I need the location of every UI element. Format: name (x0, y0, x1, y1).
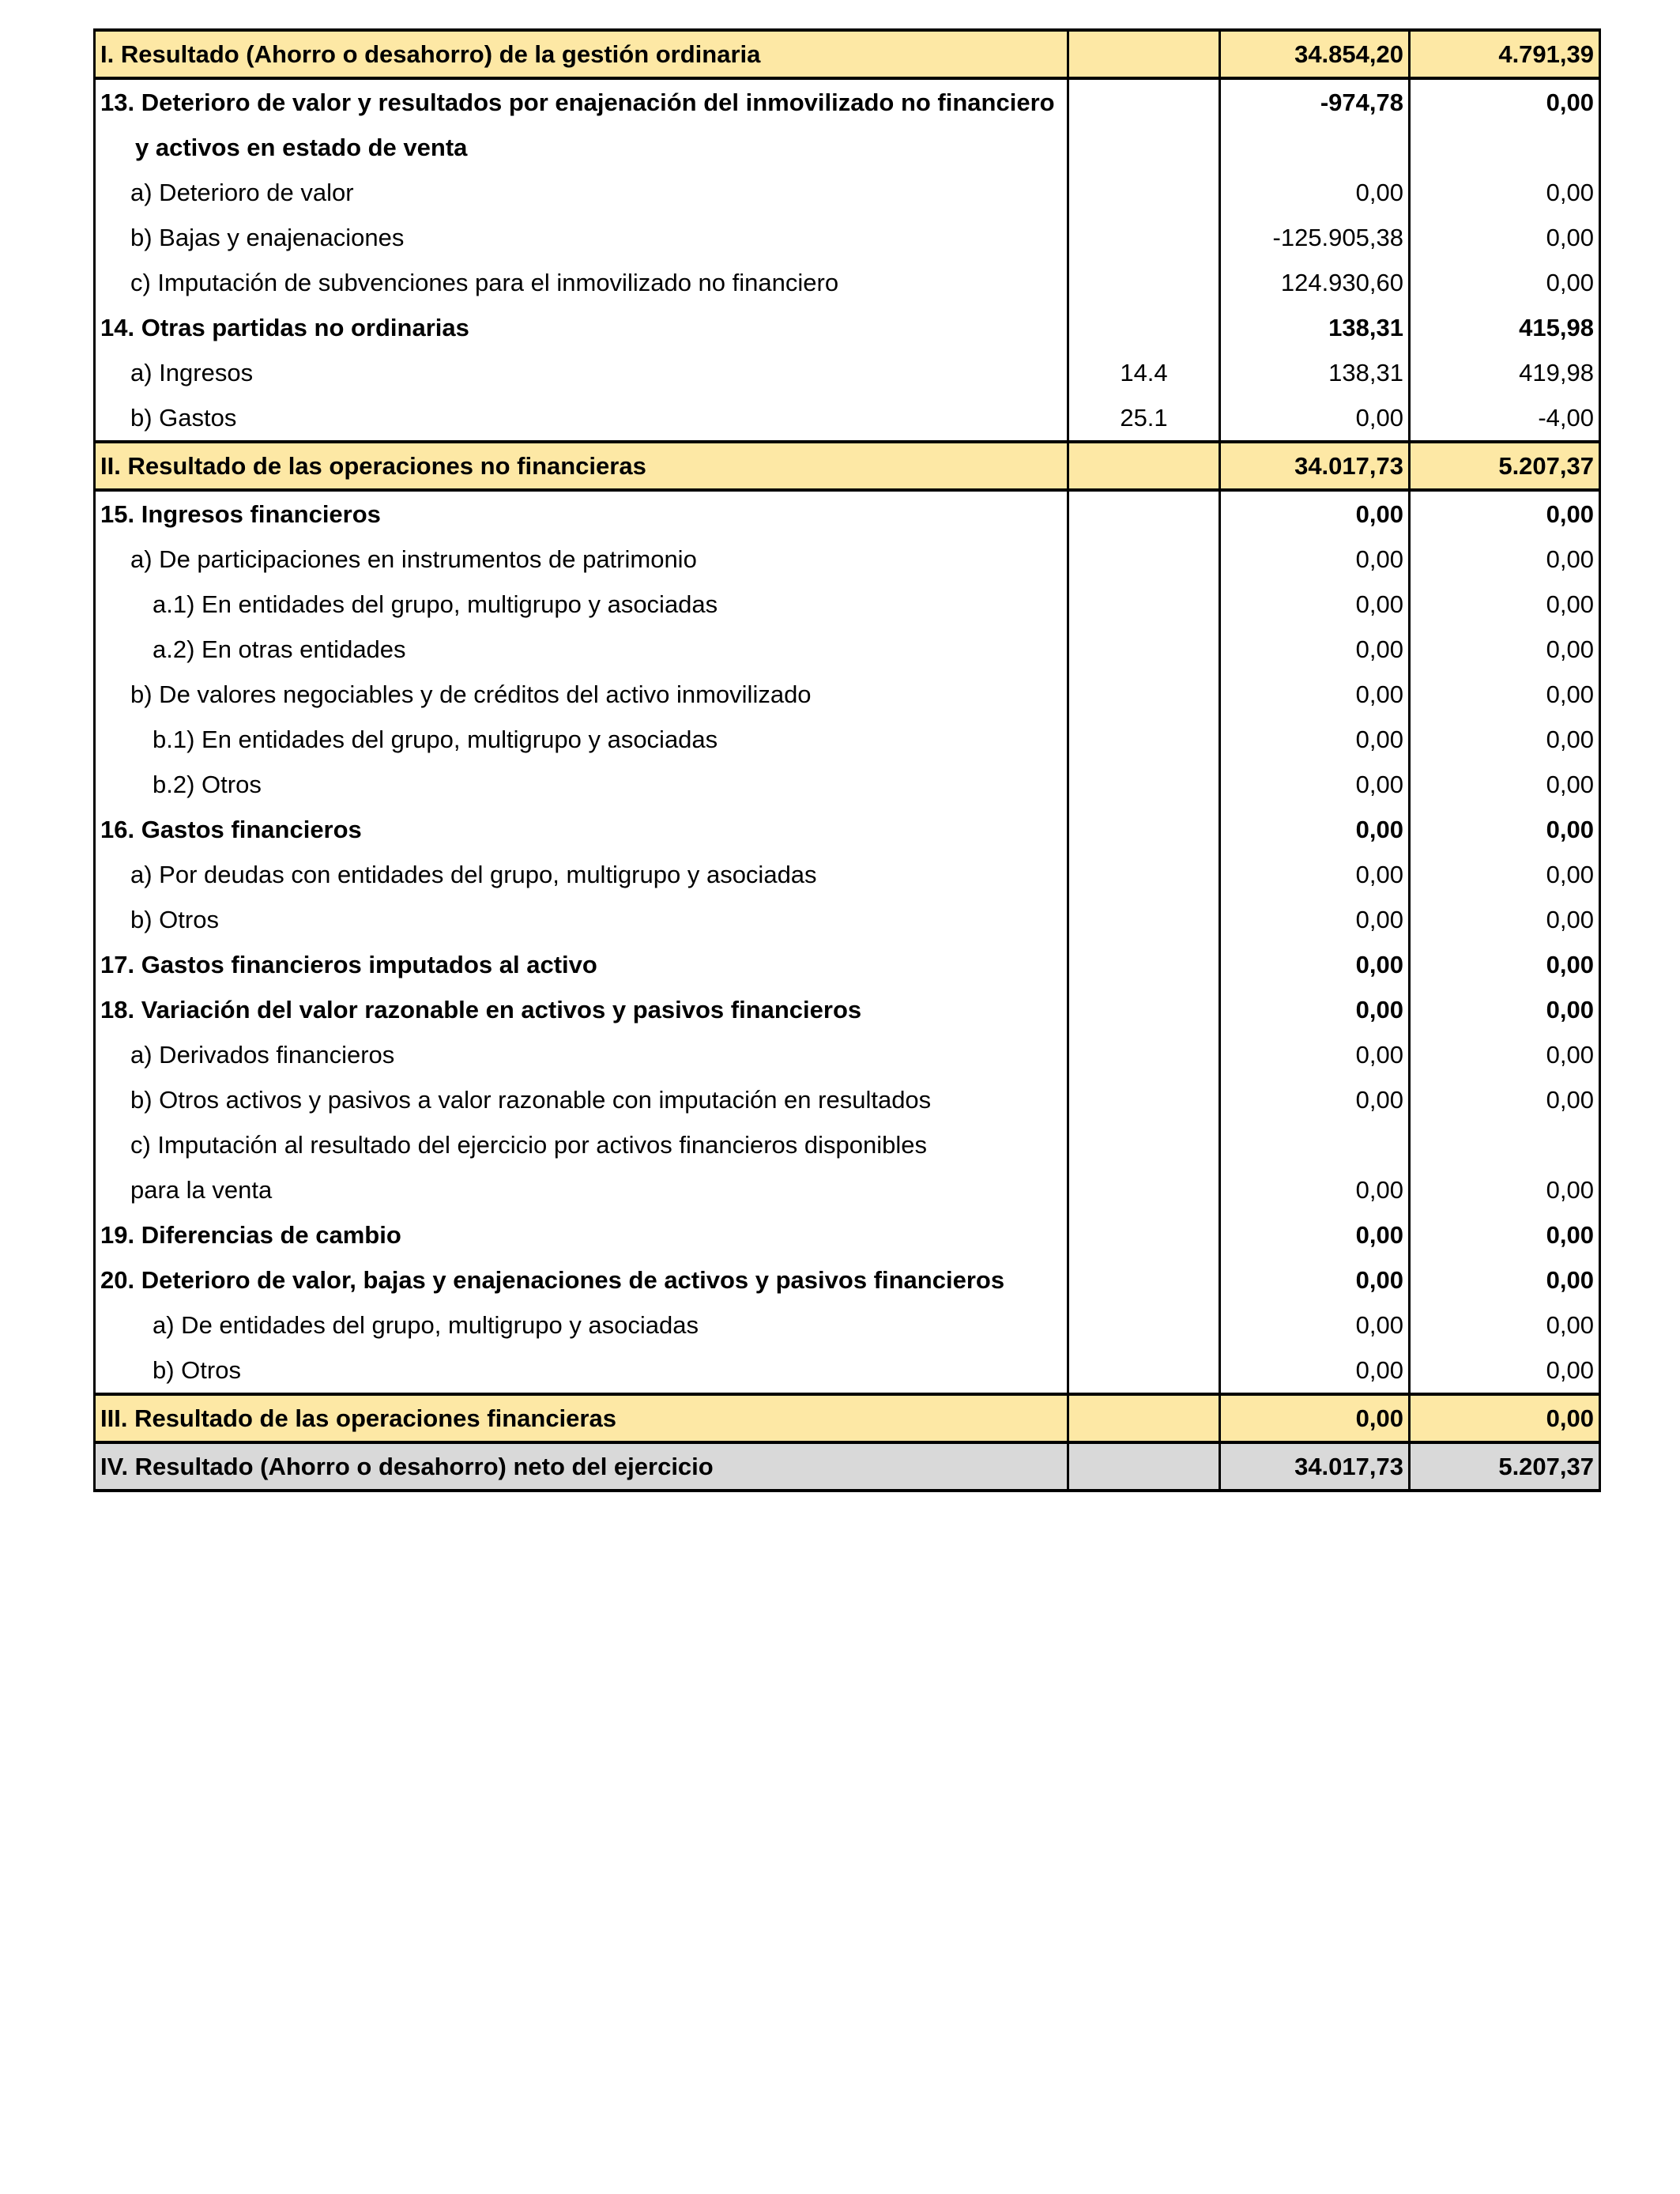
row-note (1068, 30, 1220, 78)
row-note (1068, 490, 1220, 537)
row-value-previous: 0,00 (1410, 170, 1600, 215)
row-value-current: 0,00 (1220, 942, 1410, 987)
row-value-previous: 0,00 (1410, 1302, 1600, 1348)
table-row (95, 1348, 1600, 1394)
table-row (95, 1122, 1600, 1167)
table-row (95, 305, 1600, 350)
row-note (1068, 537, 1220, 582)
row-value-previous: 0,00 (1410, 1257, 1600, 1302)
row-value-previous: 0,00 (1410, 897, 1600, 942)
row-value-current: 34.017,73 (1220, 1442, 1410, 1491)
table-row (95, 1257, 1600, 1302)
row-value-current: 0,00 (1220, 807, 1410, 852)
row-note (1068, 125, 1220, 170)
row-label: 15. Ingresos financieros (95, 490, 1068, 537)
row-label: 19. Diferencias de cambio (95, 1212, 1068, 1257)
table-row (95, 762, 1600, 807)
row-note (1068, 897, 1220, 942)
row-label: b) Otros (95, 897, 1068, 942)
row-value-previous: 0,00 (1410, 942, 1600, 987)
table-row (95, 1032, 1600, 1077)
row-label: 20. Deterioro de valor, bajas y enajenaciones de activos y pasivos financieros (95, 1257, 1068, 1302)
row-value-current: 0,00 (1220, 170, 1410, 215)
row-label: b) De valores negociables y de créditos del activo inmovilizado (95, 672, 1068, 717)
row-note (1068, 78, 1220, 125)
table-row (95, 852, 1600, 897)
row-note (1068, 1032, 1220, 1077)
row-label: c) Imputación de subvenciones para el inmovilizado no financiero (95, 260, 1068, 305)
table-row (95, 30, 1600, 78)
row-note (1068, 627, 1220, 672)
row-label: 17. Gastos financieros imputados al activo (95, 942, 1068, 987)
row-value-previous (1410, 125, 1600, 170)
row-value-current: 0,00 (1220, 762, 1410, 807)
row-label: para la venta (95, 1167, 1068, 1212)
row-note: 25.1 (1068, 395, 1220, 442)
row-value-current: -125.905,38 (1220, 215, 1410, 260)
statement-body (95, 30, 1600, 1491)
row-value-current: 0,00 (1220, 1212, 1410, 1257)
row-label: b) Otros activos y pasivos a valor razonable con imputación en resultados (95, 1077, 1068, 1122)
row-value-current: 138,31 (1220, 305, 1410, 350)
row-value-current: 124.930,60 (1220, 260, 1410, 305)
row-label: 16. Gastos financieros (95, 807, 1068, 852)
row-value-previous: -4,00 (1410, 395, 1600, 442)
row-label: IV. Resultado (Ahorro o desahorro) neto del ejercicio (95, 1442, 1068, 1491)
row-label: 18. Variación del valor razonable en activos y pasivos financieros (95, 987, 1068, 1032)
row-value-previous: 4.791,39 (1410, 30, 1600, 78)
row-value-current: 0,00 (1220, 1032, 1410, 1077)
row-value-current (1220, 1122, 1410, 1167)
row-note (1068, 170, 1220, 215)
row-value-previous: 0,00 (1410, 78, 1600, 125)
row-value-current (1220, 125, 1410, 170)
row-value-previous: 0,00 (1410, 582, 1600, 627)
table-row (95, 897, 1600, 942)
row-value-current: 0,00 (1220, 627, 1410, 672)
row-note (1068, 1394, 1220, 1442)
row-value-previous: 0,00 (1410, 717, 1600, 762)
table-row (95, 537, 1600, 582)
row-value-previous: 0,00 (1410, 762, 1600, 807)
row-value-previous: 0,00 (1410, 1348, 1600, 1394)
row-note (1068, 987, 1220, 1032)
income-statement-table (93, 28, 1601, 1492)
row-value-previous: 0,00 (1410, 987, 1600, 1032)
row-note (1068, 442, 1220, 490)
row-note (1068, 1122, 1220, 1167)
row-value-previous: 0,00 (1410, 490, 1600, 537)
table-row (95, 1442, 1600, 1491)
row-note (1068, 942, 1220, 987)
table-row (95, 125, 1600, 170)
row-label: a) Por deudas con entidades del grupo, multigrupo y asociadas (95, 852, 1068, 897)
row-note (1068, 1348, 1220, 1394)
row-note (1068, 1257, 1220, 1302)
row-value-current: 0,00 (1220, 395, 1410, 442)
row-label: b) Bajas y enajenaciones (95, 215, 1068, 260)
row-value-current: 138,31 (1220, 350, 1410, 395)
row-value-current: 0,00 (1220, 1302, 1410, 1348)
row-value-current: 0,00 (1220, 1394, 1410, 1442)
row-value-current: 0,00 (1220, 672, 1410, 717)
row-label: a) Deterioro de valor (95, 170, 1068, 215)
row-label: II. Resultado de las operaciones no financieras (95, 442, 1068, 490)
table-row (95, 1394, 1600, 1442)
row-value-previous: 0,00 (1410, 215, 1600, 260)
row-value-current: 0,00 (1220, 1348, 1410, 1394)
row-value-current: -974,78 (1220, 78, 1410, 125)
table-row (95, 490, 1600, 537)
table-row (95, 215, 1600, 260)
row-value-previous: 0,00 (1410, 1032, 1600, 1077)
row-label: b.1) En entidades del grupo, multigrupo y asociadas (95, 717, 1068, 762)
row-value-current: 0,00 (1220, 1257, 1410, 1302)
table-row (95, 170, 1600, 215)
table-row (95, 442, 1600, 490)
table-row (95, 260, 1600, 305)
row-value-previous: 0,00 (1410, 807, 1600, 852)
row-value-current: 0,00 (1220, 987, 1410, 1032)
row-value-current: 0,00 (1220, 852, 1410, 897)
row-label: b) Otros (95, 1348, 1068, 1394)
row-value-current: 0,00 (1220, 1167, 1410, 1212)
row-label: III. Resultado de las operaciones financieras (95, 1394, 1068, 1442)
row-note (1068, 1302, 1220, 1348)
table-row (95, 627, 1600, 672)
table-row (95, 942, 1600, 987)
row-value-current: 34.854,20 (1220, 30, 1410, 78)
row-value-previous: 0,00 (1410, 1077, 1600, 1122)
row-value-current: 0,00 (1220, 537, 1410, 582)
row-label: a) Derivados financieros (95, 1032, 1068, 1077)
table-row (95, 1302, 1600, 1348)
table-row (95, 582, 1600, 627)
row-value-current: 0,00 (1220, 897, 1410, 942)
row-value-previous: 419,98 (1410, 350, 1600, 395)
table-row (95, 1212, 1600, 1257)
table-row (95, 350, 1600, 395)
row-value-previous: 0,00 (1410, 627, 1600, 672)
row-value-previous: 5.207,37 (1410, 1442, 1600, 1491)
row-label: I. Resultado (Ahorro o desahorro) de la gestión ordinaria (95, 30, 1068, 78)
row-value-current: 0,00 (1220, 582, 1410, 627)
row-note (1068, 807, 1220, 852)
row-label: y activos en estado de venta (95, 125, 1068, 170)
table-row (95, 807, 1600, 852)
row-label: a) Ingresos (95, 350, 1068, 395)
row-value-previous (1410, 1122, 1600, 1167)
row-note (1068, 305, 1220, 350)
row-label: a.1) En entidades del grupo, multigrupo y asociadas (95, 582, 1068, 627)
row-value-previous: 0,00 (1410, 672, 1600, 717)
row-note (1068, 762, 1220, 807)
row-label: a) De entidades del grupo, multigrupo y asociadas (95, 1302, 1068, 1348)
row-note (1068, 1442, 1220, 1491)
row-value-previous: 0,00 (1410, 1212, 1600, 1257)
row-label: c) Imputación al resultado del ejercicio por activos financieros disponibles (95, 1122, 1068, 1167)
row-note (1068, 1077, 1220, 1122)
row-note (1068, 717, 1220, 762)
table-row (95, 395, 1600, 442)
row-note (1068, 1212, 1220, 1257)
table-row (95, 1077, 1600, 1122)
row-label: b.2) Otros (95, 762, 1068, 807)
row-value-current: 0,00 (1220, 1077, 1410, 1122)
row-value-current: 0,00 (1220, 717, 1410, 762)
row-label: a.2) En otras entidades (95, 627, 1068, 672)
table-row (95, 717, 1600, 762)
row-value-previous: 0,00 (1410, 1167, 1600, 1212)
row-note: 14.4 (1068, 350, 1220, 395)
row-note (1068, 852, 1220, 897)
row-value-previous: 0,00 (1410, 852, 1600, 897)
row-note (1068, 582, 1220, 627)
table-row (95, 78, 1600, 125)
row-note (1068, 1167, 1220, 1212)
row-note (1068, 215, 1220, 260)
row-label: a) De participaciones en instrumentos de patrimonio (95, 537, 1068, 582)
row-label: b) Gastos (95, 395, 1068, 442)
row-value-previous: 0,00 (1410, 1394, 1600, 1442)
row-value-previous: 415,98 (1410, 305, 1600, 350)
row-label: 14. Otras partidas no ordinarias (95, 305, 1068, 350)
row-note (1068, 672, 1220, 717)
row-label: 13. Deterioro de valor y resultados por enajenación del inmovilizado no financiero (95, 78, 1068, 125)
row-value-previous: 5.207,37 (1410, 442, 1600, 490)
table-row (95, 672, 1600, 717)
row-note (1068, 260, 1220, 305)
table-row (95, 987, 1600, 1032)
row-value-current: 34.017,73 (1220, 442, 1410, 490)
row-value-previous: 0,00 (1410, 537, 1600, 582)
row-value-current: 0,00 (1220, 490, 1410, 537)
table-row (95, 1167, 1600, 1212)
row-value-previous: 0,00 (1410, 260, 1600, 305)
